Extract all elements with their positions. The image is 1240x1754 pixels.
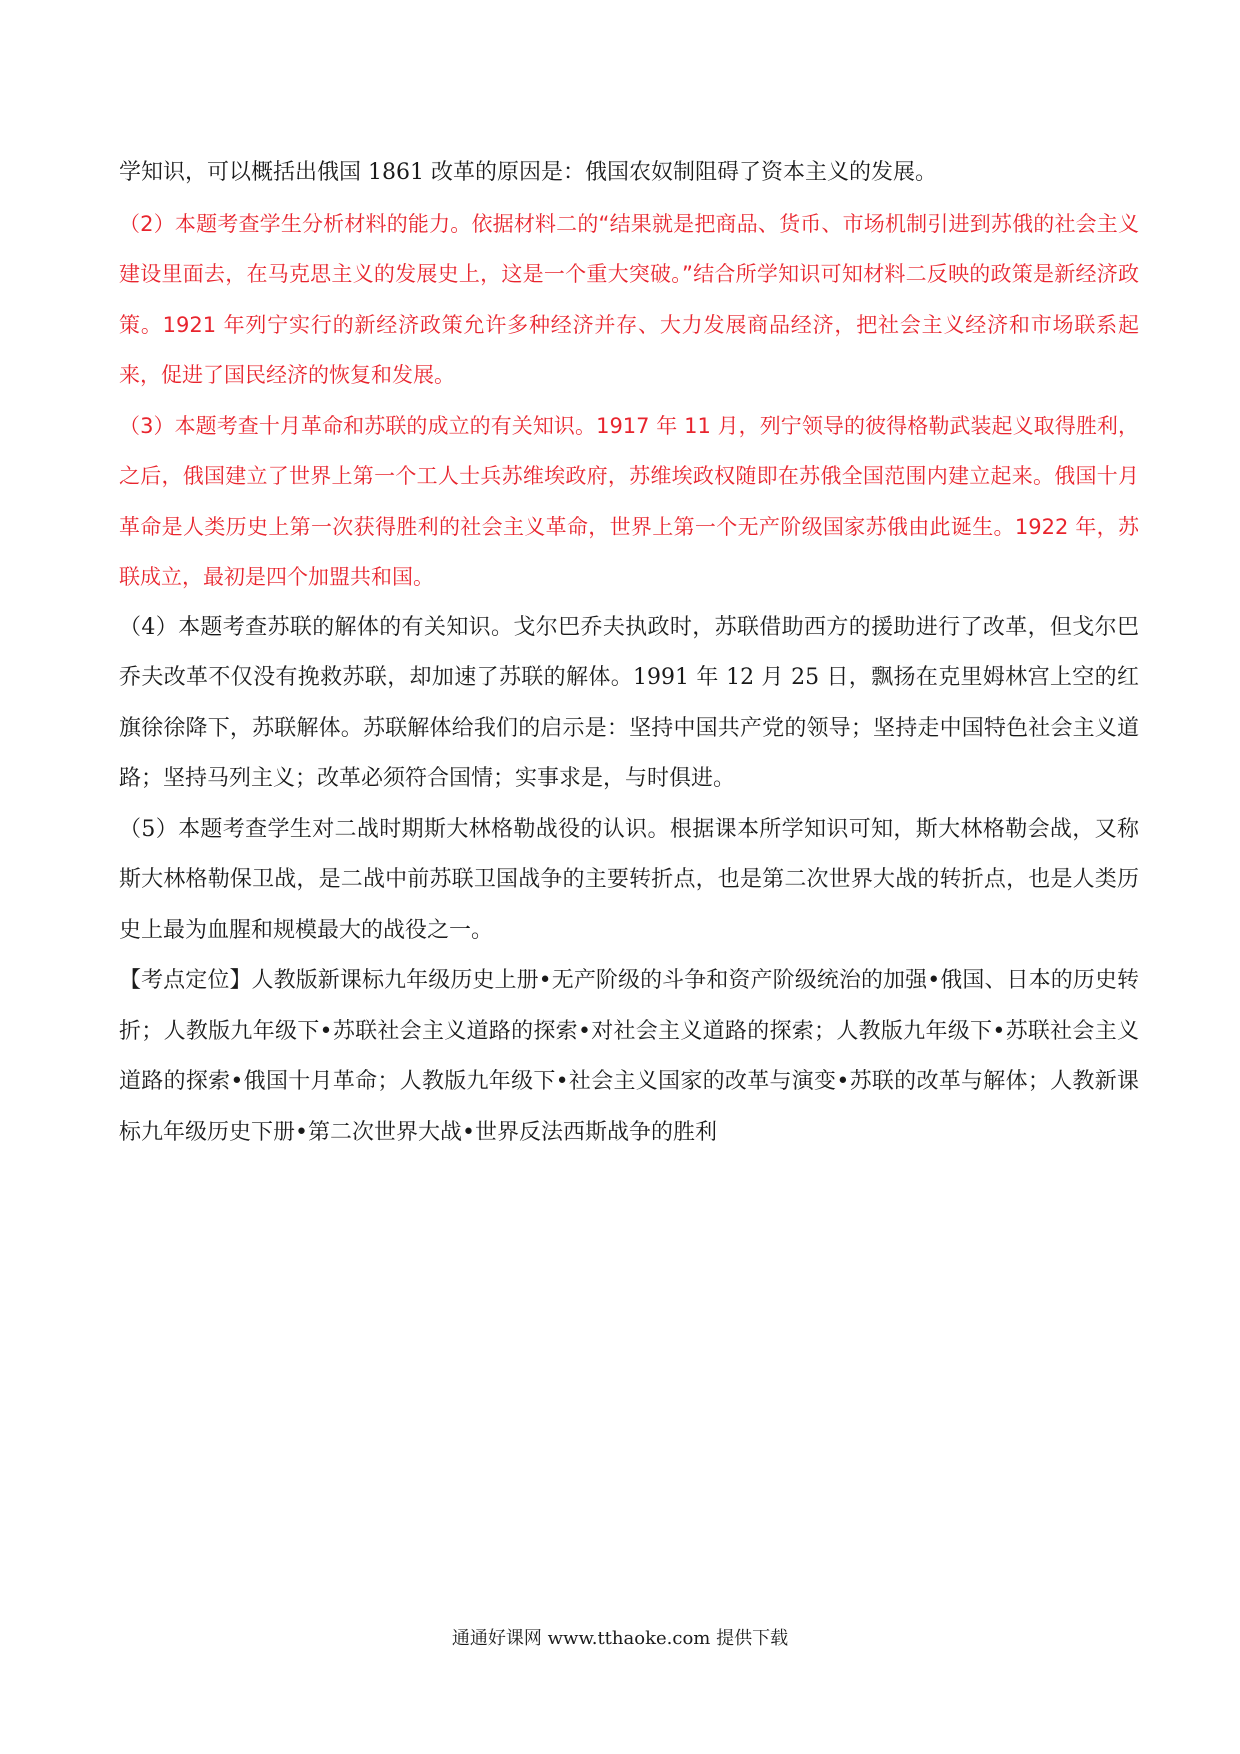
paragraph-question-2: （2）本题考查学生分析材料的能力。依据材料二的“结果就是把商品、货币、市场机制引进到苏俄的社会主义建设里面去，在马克思主义的发展史上，这是一个重大突破。”结合所学知识可知材料二反映的政策是新经济政策。1921 年列宁实行的新经济政策允许多种经济并存、大力发展商品经济，把社会主义经济和市场联系起来，促进了国民经济的恢复和发展。 xyxy=(119,211,1139,387)
paragraph-kaodian: 【考点定位】人教版新课标九年级历史上册•无产阶级的斗争和资产阶级统治的加强•俄国、日本的历史转折；人教版九年级下•苏联社会主义道路的探索•对社会主义道路的探索；人教版九年级下•苏联社会主义道路的探索•俄国十月革命；人教版九年级下•社会主义国家的改革与演变•苏联的改革与解体；人教新课标九年级历史下册•第二次世界大战•世界反法西斯战争的胜利 xyxy=(119,968,1139,1145)
answer-analysis-body xyxy=(119,148,1139,1158)
paragraph-question-5: （5）本题考查学生对二战时期斯大林格勒战役的认识。根据课本所学知识可知，斯大林格勒会战，又称斯大林格勒保卫战，是二战中前苏联卫国战争的主要转折点，也是第二次世界大战的转折点，也是人类历史上最为血腥和规模最大的战役之一。 xyxy=(119,816,1139,943)
paragraph-question-4: （4）本题考查苏联的解体的有关知识。戈尔巴乔夫执政时，苏联借助西方的援助进行了改革，但戈尔巴乔夫改革不仅没有挽救苏联，却加速了苏联的解体。1991 年 12 月 25 日，飘扬在克里姆林宫上空的红旗徐徐降下，苏联解体。苏联解体给我们的启示是：坚持中国共产党的领导；坚持走中国特色社会主义道路；坚持马列主义；改革必须符合国情；实事求是，与时俱进。 xyxy=(119,614,1139,791)
paragraph-question-3: （3）本题考查十月革命和苏联的成立的有关知识。1917 年 11 月，列宁领导的彼得格勒武装起义取得胜利，之后，俄国建立了世界上第一个工人士兵苏维埃政府，苏维埃政权随即在苏俄全国范围内建立起来。俄国十月革命是人类历史上第一次获得胜利的社会主义革命，世界上第一个无产阶级国家苏俄由此诞生。1922 年，苏联成立，最初是四个加盟共和国。 xyxy=(119,413,1139,589)
page-footer: 通通好课网 www.tthaoke.com 提供下载 xyxy=(451,1628,789,1649)
paragraph-intro: 学知识，可以概括出俄国 1861 改革的原因是：俄国农奴制阻碍了资本主义的发展。 xyxy=(119,160,937,185)
